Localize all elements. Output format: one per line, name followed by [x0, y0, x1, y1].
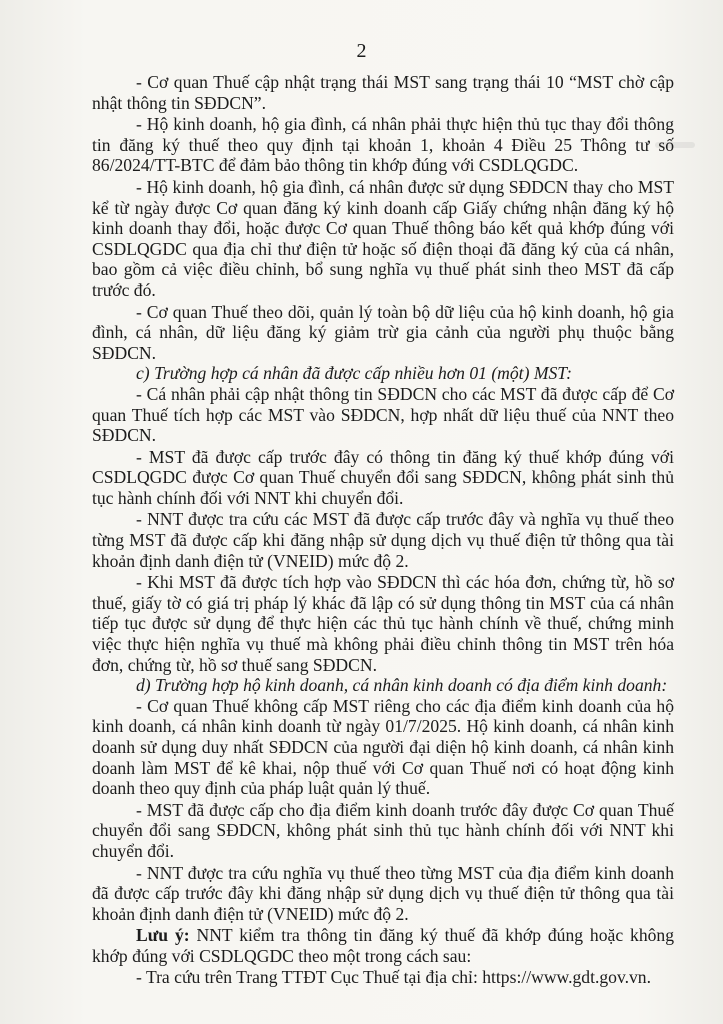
paragraph: - MST đã được cấp trước đây có thông tin đăng ký thuế khớp đúng với CSDLQGDC được Cơ quan Thuế chuyển đổi sang SĐDCN, không phát sinh thủ tục hành chính đối với NNT khi chuyển đổi.	[92, 446, 674, 508]
note-label: Lưu ý:	[136, 925, 190, 946]
paragraph: - NNT được tra cứu các MST đã được cấp trước đây và nghĩa vụ thuế theo từng MST đã được cấp khi đăng nhập sử dụng dịch vụ thuế điện tử thông qua tài khoản định danh điện tử (VNEID) mức độ 2.	[92, 509, 674, 571]
paragraph: - NNT được tra cứu nghĩa vụ thuế theo từng MST của địa điểm kinh doanh đã được cấp trước đây khi đăng nhập sử dụng dịch vụ thuế điện tử thông qua tài khoản định danh điện tử (VNEID) mức độ 2.	[92, 862, 674, 924]
section-c-heading: c) Trường hợp cá nhân đã được cấp nhiều hơn 01 (một) MST:	[136, 363, 572, 384]
section-d-heading: d) Trường hợp hộ kinh doanh, cá nhân kinh doanh có địa điểm kinh doanh:	[136, 675, 668, 696]
paragraph: - Cơ quan Thuế cập nhật trạng thái MST sang trạng thái 10 “MST chờ cập nhật thông tin SĐDCN”.	[92, 72, 674, 113]
note-item: - Tra cứu trên Trang TTĐT Cục Thuế tại địa chỉ: https://www.gdt.gov.vn.	[136, 966, 652, 987]
paragraph: - MST đã được cấp cho địa điểm kinh doanh trước đây được Cơ quan Thuế chuyển đổi sang SĐDCN, không phát sinh thủ tục hành chính đối với NNT khi chuyển đổi.	[92, 799, 674, 861]
paragraph: - Hộ kinh doanh, hộ gia đình, cá nhân được sử dụng SĐDCN thay cho MST kể từ ngày được Cơ quan đăng ký kinh doanh cấp Giấy chứng nhận đăng ký hộ kinh doanh thay đổi, hoặc được Cơ quan Thuế thông báo kết quả khớp đúng với CSDLQGDC qua địa chỉ thư điện tử hoặc số điện thoại đã đăng ký của cá nhân, bao gồm cả việc điều chỉnh, bổ sung nghĩa vụ thuế phát sinh theo MST đã cấp trước đó.	[92, 176, 674, 300]
paragraph: - Cá nhân phải cập nhật thông tin SĐDCN cho các MST đã được cấp để Cơ quan Thuế tích hợp các MST vào SĐDCN, hợp nhất dữ liệu thuế của NNT theo SĐDCN.	[92, 383, 674, 446]
page-number: 2	[356, 40, 367, 62]
paragraph: - Hộ kinh doanh, hộ gia đình, cá nhân phải thực hiện thủ tục thay đổi thông tin đăng ký thuế theo quy định tại khoản 1, khoản 4 Điều 25 Thông tư số 86/2024/TT-BTC để đảm bảo thông tin khớp đúng với CSDLQGDC.	[92, 114, 674, 176]
paragraph: - Cơ quan Thuế theo dõi, quản lý toàn bộ dữ liệu của hộ kinh doanh, hộ gia đình, cá nhân, dữ liệu đăng ký giảm trừ gia cảnh của người phụ thuộc bằng SĐDCN.	[92, 301, 674, 363]
document-body	[92, 72, 674, 987]
paragraph: - Cơ quan Thuế không cấp MST riêng cho các địa điểm kinh doanh của hộ kinh doanh, cá nhân kinh doanh từ ngày 01/7/2025. Hộ kinh doanh, cá nhân kinh doanh sử dụng duy nhất SĐDCN của người đại diện hộ kinh doanh, cá nhân kinh doanh làm MST để kê khai, nộp thuế với Cơ quan Thuế nơi có hoạt động kinh doanh theo quy định của pháp luật quản lý thuế.	[92, 695, 674, 799]
paragraph: - Khi MST đã được tích hợp vào SĐDCN thì các hóa đơn, chứng từ, hồ sơ thuế, giấy tờ có giá trị pháp lý khác đã lập có sử dụng thông tin MST của cá nhân tiếp tục được sử dụng để thực hiện các thủ tục hành chính về thuế, chứng minh việc thực hiện nghĩa vụ thuế mà không phải điều chỉnh thông tin MST trên hóa đơn, chứng từ, hồ sơ thuế sang SĐDCN.	[92, 572, 674, 675]
note-text: NNT kiểm tra thông tin đăng ký thuế đã khớp đúng hoặc không khớp đúng với CSDLQGDC theo một trong cách sau:	[92, 925, 675, 966]
note-paragraph	[92, 925, 674, 966]
